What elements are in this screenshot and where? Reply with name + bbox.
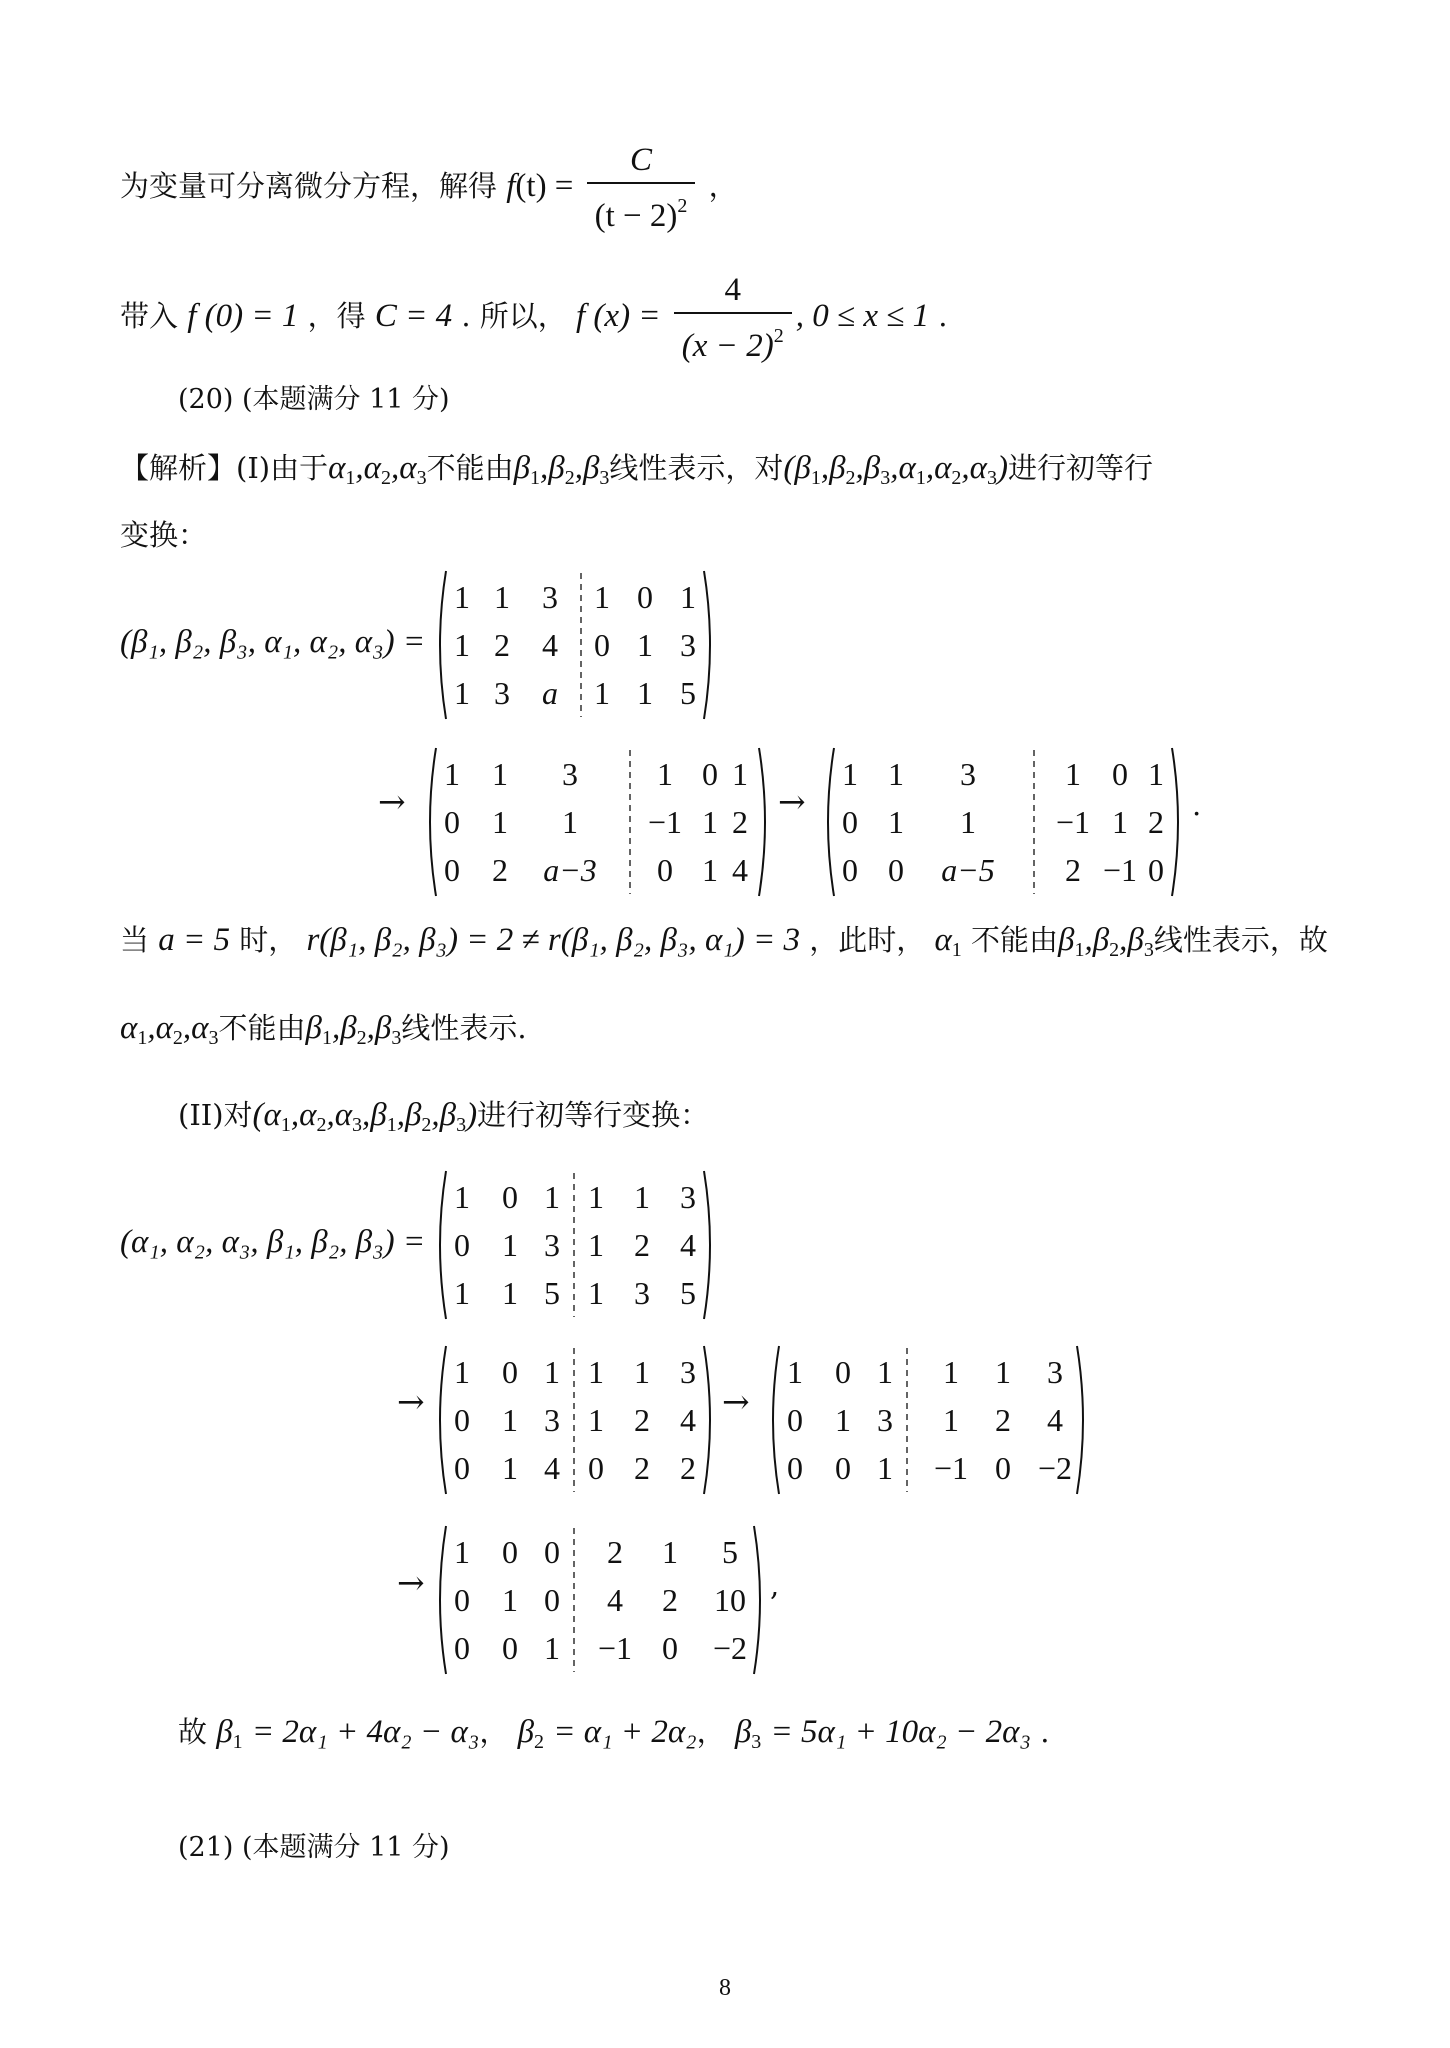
matrix-entry: 0: [1112, 756, 1128, 792]
when-math-1: a = 5: [158, 922, 231, 958]
matrix-entry: 0: [594, 627, 610, 663]
beta3-label: $\beta_3$: [734, 1714, 762, 1753]
final-line: [178, 1712, 1049, 1762]
matrix-entry: 4: [607, 1582, 623, 1618]
matrix-entry: 3: [544, 1402, 560, 1438]
matrix-entry: 1: [637, 675, 653, 711]
matrix-part1-m0: [430, 565, 720, 725]
matrix-entry: 1: [1112, 804, 1128, 840]
matrix-entry: 2: [662, 1582, 678, 1618]
line2-math-3: f (x) =: [576, 298, 661, 334]
line1-lhs-arg: (t) =: [515, 168, 574, 204]
line2-math-1: f (0) = 1: [187, 298, 299, 334]
matrix-entry: 0: [502, 1630, 518, 1666]
when-text-1: 当: [120, 923, 150, 957]
matrix-entry: 1: [544, 1630, 560, 1666]
matrix-entry: 2: [1065, 852, 1081, 888]
line2-numerator: 4: [674, 270, 792, 314]
matrix-entry: 10: [714, 1582, 746, 1618]
analysis-line: [120, 448, 1153, 498]
matrix-entry: 2: [1148, 804, 1164, 840]
matrix-part2-m0: [430, 1165, 720, 1325]
matrix-entry: 1: [594, 675, 610, 711]
matrix-entry: 4: [680, 1402, 696, 1438]
matrix-entry: 0: [842, 852, 858, 888]
matrix-entry: 1: [502, 1582, 518, 1618]
matrix-entry: 1: [492, 804, 508, 840]
arrow-1: →: [378, 782, 406, 821]
page-number: 8: [719, 1975, 731, 2001]
matrix-entry: 0: [835, 1450, 851, 1486]
matrix-entry: 0: [454, 1227, 470, 1263]
final-text: 故: [178, 1715, 208, 1749]
matrix-part2-m1: [430, 1340, 720, 1500]
matrix-entry: 0: [662, 1630, 678, 1666]
final-sep-2: ，: [696, 1715, 726, 1749]
matrix-entry: 1: [637, 627, 653, 663]
line1-tail: ，: [708, 169, 738, 203]
matrix-entry: 1: [680, 579, 696, 615]
part2-text-1: (II)对: [178, 1098, 253, 1132]
matrix-entry: 3: [634, 1275, 650, 1311]
matrix-entry: 2: [634, 1227, 650, 1263]
matrix-entry: −1: [1055, 804, 1091, 840]
matrix-entry: 0: [588, 1450, 604, 1486]
when-text-3: ，此时，: [809, 923, 926, 957]
matrix-entry: 3: [494, 675, 510, 711]
matrix-entry: 2: [680, 1450, 696, 1486]
matrix-entry: 5: [722, 1534, 738, 1570]
matrix-entry: 1: [888, 804, 904, 840]
matrix-entry: −1: [597, 1630, 633, 1666]
matrix-entry: a: [542, 675, 558, 711]
matrix-entry: 3: [877, 1402, 893, 1438]
matrix-entry: 2: [492, 852, 508, 888]
matrix-entry: 1: [787, 1354, 803, 1390]
matrix-entry: 5: [680, 1275, 696, 1311]
alpha-set-3: $\alpha_1,\alpha_2,\alpha_3$: [120, 1010, 219, 1049]
matrix-entry: 1: [634, 1179, 650, 1215]
matrix-entry: 1: [454, 675, 470, 711]
matrix-entry: 0: [787, 1402, 803, 1438]
line2-text-4: .: [938, 299, 948, 333]
matrix-entry: 0: [888, 852, 904, 888]
matrix-entry: 1: [842, 756, 858, 792]
question-20-title: (20) (本题满分 11 分): [178, 384, 450, 415]
matrix-entry: 4: [1047, 1402, 1063, 1438]
arrow-4: →: [722, 1382, 750, 1421]
matrix-entry: 0: [835, 1354, 851, 1390]
matrix-entry: 5: [544, 1275, 560, 1311]
matrix-entry: 1: [702, 804, 718, 840]
matrix-entry: 3: [960, 756, 976, 792]
matrix-entry: 1: [454, 1179, 470, 1215]
solution-line-1: [120, 140, 738, 236]
matrix-entry: 3: [544, 1227, 560, 1263]
conclusion-1: [120, 1008, 527, 1058]
matrix-entry: 0: [454, 1630, 470, 1666]
beta-alpha-tuple: $(\beta_1,\beta_2,\beta_3,\alpha_1,\alpha_2,\alpha_3)$: [783, 450, 1008, 489]
matrix-entry: 3: [1047, 1354, 1063, 1390]
when-text-5: 线性表示，故: [1153, 923, 1328, 957]
matrix-entry: 3: [680, 627, 696, 663]
final-expr-3: = 5α₁ + 10α₂ − 2α₃: [770, 1714, 1031, 1750]
matrix-entry: 4: [542, 627, 558, 663]
line1-fraction: [587, 140, 696, 236]
matrix-entry: 1: [662, 1534, 678, 1570]
matrix-entry: 1: [943, 1354, 959, 1390]
matrix-entry: 1: [454, 579, 470, 615]
matrix-entry: 1: [454, 627, 470, 663]
matrix-entry: 1: [588, 1179, 604, 1215]
matrix-part2-m2: [763, 1340, 1093, 1500]
matrix-entry: 2: [634, 1402, 650, 1438]
conclusion-text-1: 不能由: [218, 1011, 306, 1045]
when-math-2: r(β₁, β₂, β₃) = 2 ≠ r(β₁, β₂, β₃, α₁) = 3: [306, 922, 801, 958]
matrix-entry: 3: [680, 1179, 696, 1215]
matrix-entry: 1: [702, 852, 718, 888]
matrix-entry: a−3: [543, 852, 597, 888]
final-expr-1: = 2α₁ + 4α₂ − α₃: [251, 1714, 480, 1750]
matrix-part1-m2: [818, 742, 1188, 902]
matrix-entry: 1: [1065, 756, 1081, 792]
line2-denominator: $(x - 2)^2$: [681, 325, 784, 364]
matrix-entry: −1: [933, 1450, 969, 1486]
line2-text-1: 带入: [120, 299, 179, 333]
matrix-entry: 1: [502, 1402, 518, 1438]
line2-math-4: , 0 ≤ x ≤ 1: [795, 298, 930, 334]
matrix-entry: 1: [877, 1354, 893, 1390]
matrix-entry: 1: [494, 579, 510, 615]
when-text-2: 时，: [239, 923, 298, 957]
matrix-entry: 0: [454, 1582, 470, 1618]
alpha-beta-tuple: $(\alpha_1,\alpha_2,\alpha_3,\beta_1,\beta_2,\beta_3)$: [252, 1097, 478, 1136]
solution-line-2: [120, 270, 948, 366]
matrix-entry: 1: [588, 1227, 604, 1263]
matrix-entry: 1: [888, 756, 904, 792]
matrix-entry: −1: [647, 804, 683, 840]
matrix-entry: 1: [454, 1275, 470, 1311]
matrix-entry: 2: [494, 627, 510, 663]
matrix-entry: 1: [502, 1450, 518, 1486]
arrow-5: →: [397, 1563, 425, 1602]
matrix-entry: 0: [1148, 852, 1164, 888]
matrix-entry: 0: [502, 1179, 518, 1215]
period-1: .: [1192, 788, 1202, 822]
matrix-entry: 1: [634, 1354, 650, 1390]
line1-numerator: C: [587, 140, 696, 184]
matrix-entry: −2: [712, 1630, 748, 1666]
comma-after-matrix: ,: [770, 1568, 780, 1602]
matrix-entry: 2: [995, 1402, 1011, 1438]
matrix-entry: 0: [637, 579, 653, 615]
matrix-entry: −1: [1102, 852, 1138, 888]
matrix-part2-m3: [430, 1520, 770, 1680]
analysis-linear: 线性表示，对: [609, 451, 784, 485]
line2-text-3: . 所以，: [461, 299, 567, 333]
matrix-entry: 0: [787, 1450, 803, 1486]
matrix-entry: 0: [544, 1534, 560, 1570]
matrix-entry: 1: [943, 1402, 959, 1438]
matrix-entry: 3: [542, 579, 558, 615]
matrix-entry: 1: [502, 1227, 518, 1263]
beta1-label: $\beta_1$: [216, 1714, 243, 1753]
line2-text-2: ，得: [307, 299, 366, 333]
matrix-entry: 1: [492, 756, 508, 792]
matrix-entry: 0: [995, 1450, 1011, 1486]
matrix-entry: 1: [562, 804, 578, 840]
matrix-entry: 0: [544, 1582, 560, 1618]
line2-math-2: C = 4: [374, 298, 453, 334]
part2-line: [178, 1095, 709, 1145]
matrix-entry: 1: [502, 1275, 518, 1311]
matrix-lhs-alpha: (α₁, α₂, α₃, β₁, β₂, β₃) =: [120, 1224, 426, 1260]
matrix-entry: 0: [702, 756, 718, 792]
matrix-entry: 2: [732, 804, 748, 840]
matrix-entry: 1: [544, 1179, 560, 1215]
matrix-entry: 1: [1148, 756, 1164, 792]
matrix-entry: 0: [454, 1402, 470, 1438]
matrix-entry: 0: [444, 852, 460, 888]
matrix-entry: 1: [588, 1402, 604, 1438]
matrix-entry: 1: [454, 1354, 470, 1390]
beta-set: $\beta_1,\beta_2,\beta_3$: [513, 450, 610, 489]
matrix-entry: 2: [607, 1534, 623, 1570]
matrix-entry: 0: [842, 804, 858, 840]
matrix-entry: 1: [732, 756, 748, 792]
when-text-4: 不能由: [971, 923, 1059, 957]
matrix-entry: 1: [995, 1354, 1011, 1390]
matrix-entry: 3: [680, 1354, 696, 1390]
matrix-entry: 0: [502, 1354, 518, 1390]
matrix-entry: −2: [1037, 1450, 1073, 1486]
part2-text-2: 进行初等行变换：: [477, 1098, 710, 1132]
matrix-part1-m1: [420, 742, 775, 902]
matrix-entry: 5: [680, 675, 696, 711]
matrix-entry: 1: [588, 1354, 604, 1390]
line1-lhs: f: [506, 168, 516, 204]
matrix-entry: 4: [544, 1450, 560, 1486]
beta-set-3: $\beta_1,\beta_2,\beta_3$: [305, 1010, 402, 1049]
line2-fraction: [674, 270, 792, 366]
line1-denominator: $(t - 2)^2$: [594, 195, 688, 234]
conclusion-text-2: 线性表示.: [401, 1011, 527, 1045]
final-expr-2: = α₁ + 2α₂: [553, 1714, 697, 1750]
matrix-entry: 2: [634, 1450, 650, 1486]
beta-set-2: $\beta_1,\beta_2,\beta_3$: [1058, 922, 1154, 961]
alpha-set: $\alpha_1,\alpha_2,\alpha_3$: [328, 450, 427, 489]
matrix-entry: 1: [960, 804, 976, 840]
analysis-continuation: 变换：: [120, 518, 208, 552]
matrix-entry: 0: [454, 1450, 470, 1486]
analysis-cannot: 不能由: [426, 451, 514, 485]
question-21-title: (21) (本题满分 11 分): [178, 1832, 450, 1863]
matrix-entry: 1: [835, 1402, 851, 1438]
final-sep-1: ，: [479, 1715, 509, 1749]
matrix-entry: 1: [877, 1450, 893, 1486]
matrix-entry: 0: [657, 852, 673, 888]
matrix-entry: 1: [454, 1534, 470, 1570]
final-end: .: [1040, 1715, 1050, 1749]
beta2-label: $\beta_2$: [517, 1714, 545, 1753]
matrix-entry: 1: [444, 756, 460, 792]
arrow-2: →: [778, 782, 806, 821]
analysis-transform: 进行初等行: [1007, 451, 1153, 485]
line1-text: 为变量可分离微分方程，解得: [120, 169, 498, 203]
matrix-entry: 1: [657, 756, 673, 792]
matrix-entry: 1: [588, 1275, 604, 1311]
matrix-entry: 0: [502, 1534, 518, 1570]
matrix-entry: 3: [562, 756, 578, 792]
arrow-3: →: [397, 1382, 425, 1421]
matrix-entry: 1: [594, 579, 610, 615]
when-line: [120, 920, 1328, 970]
matrix-entry: a−5: [941, 852, 995, 888]
matrix-entry: 4: [732, 852, 748, 888]
matrix-entry: 1: [544, 1354, 560, 1390]
matrix-entry: 0: [444, 804, 460, 840]
matrix-lhs-beta: (β₁, β₂, β₃, α₁, α₂, α₃) =: [120, 624, 426, 660]
matrix-entry: 4: [680, 1227, 696, 1263]
alpha1: $\alpha_1$: [934, 922, 962, 961]
analysis-tag: 【解析】(I)由于: [120, 451, 329, 485]
